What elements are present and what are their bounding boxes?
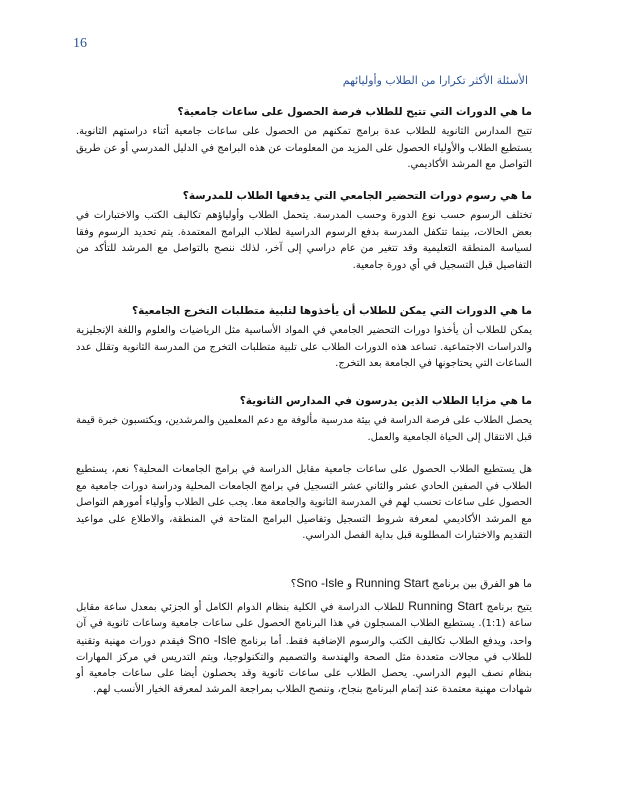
programs-comparison: [76, 574, 532, 698]
program-name-running-start: Running Start: [408, 599, 483, 613]
running-start-intro: [76, 462, 532, 545]
answer: يمكن للطلاب أن يأخذوا دورات التحضير الجامعي في المواد الأساسية مثل الرياضيات والعلوم واللغة الإنجليزية والدراسات الاجتماعية. تساعد هذه الدورات الطلاب على تلبية متطلبات التخرج من المدرسة الثانوية وتقلل عدد الساعات التي يحتاجونها في الجامعة بعد التخرج.: [76, 325, 532, 369]
question: ما هي الدورات التي تتيح للطلاب فرصة الحصول على ساعات جامعية؟: [177, 106, 532, 118]
answer-text-2: للطلاب الدراسة في الكلية بنظام الدوام الكامل أو الجزئي بمعدل ساعة مقابل ساعة (1:1). يستطيع الطلاب المسجلون في هذا البرنامج الحصول على ساعات جامعية وساعات ثانوية في آن واحد، ويدفع الطلاب تكاليف الكتب والرسوم الإضافية فقط.: [76, 602, 532, 647]
question: ما هي مزايا الطلاب الذين يدرسون في المدارس الثانوية؟: [239, 395, 532, 407]
and-word: و: [347, 578, 353, 590]
question-prefix: ما هو الفرق بين برنامج: [432, 578, 532, 590]
qa-block-3: [76, 305, 532, 373]
answer-text-3: أما برنامج: [240, 636, 282, 647]
programs-question: [76, 574, 532, 593]
program-name-running-start: Running Start: [355, 576, 429, 590]
page-number: 16: [73, 36, 87, 51]
qa-block-2: [76, 190, 532, 274]
question: ما هي الدورات التي يمكن للطلاب أن يأخذوها لتلبية متطلبات التخرج الجامعية؟: [132, 305, 532, 317]
answer: تتيح المدارس الثانوية للطلاب عدة برامج تمكنهم من الحصول على ساعات جامعية أثناء دراستهم الثانوية. يستطيع الطلاب والأولياء الحصول على المزيد من المعلومات عن هذه البرامج في الدليل المدرسي أو عن طريق التواصل مع المرشد الأكاديمي.: [76, 126, 532, 170]
answer: يحصل الطلاب على فرصة الدراسة في بيئة مدرسية مألوفة مع دعم المعلمين والمرشدين، ويكتسبون خبرة قيمة قبل الانتقال إلى الحياة الجامعية والعمل.: [76, 415, 532, 443]
answer: تختلف الرسوم حسب نوع الدورة وحسب المدرسة. يتحمل الطلاب وأولياؤهم تكاليف الكتب والاختبارات في بعض الحالات، بينما تتكفل المدرسة بدفع الرسوم الدراسية لطلاب البرامج المعتمدة. يتم تحديد الرسوم وفقا لسياسة المنطقة التعليمية وقد تتغير من عام دراسي إلى آخر، لذلك ننصح بالتواصل مع المرشد للتأكد من التفاصيل قبل التسجيل في أي دورة جامعية.: [76, 210, 532, 271]
qa-block-1: [76, 106, 532, 174]
question-mark: ؟: [290, 578, 297, 590]
section-heading: الأسئلة الأكثر تكرارا من الطلاب وأوليائهم: [342, 74, 528, 87]
answer-text-4: فيقدم دورات مهنية وتقنية للطلاب في مجالات متعددة مثل الصحة والهندسة والتصميم والتكنولوجيا، ويتم التدريس في مركز المهارات بنظام نصف اليوم الدراسي. يحصل الطلاب على ساعات ثانوية وقد يحصلون أيضا على ساعات جامعية أو شهادات مهنية معتمدة عند إتمام البرنامج بنجاح، وننصح الطلاب بمراجعة المرشد لمعرفة الخيار الأنسب لهم.: [76, 636, 532, 695]
intro-paragraph: هل يستطيع الطلاب الحصول على ساعات جامعية مقابل الدراسة في برامج الجامعات المحلية؟ نعم، يستطيع الطلاب في الصفين الحادي عشر والثاني عشر التسجيل في برامج الجامعات المحلية ودراسة دورات جامعية مع الحصول على ساعات تحسب لهم في المدرسة الثانوية والجامعة معا. يجب على الطلاب وأولياء أمورهم التواصل مع المرشد الأكاديمي لمعرفة شروط التسجيل وتفاصيل البرامج المتاحة في المنطقة، والاطلاع على مواعيد التقديم والاختبارات المطلوبة قبل بداية الفصل الدراسي.: [76, 464, 532, 541]
question: ما هي رسوم دورات التحضير الجامعي التي يدفعها الطلاب للمدرسة؟: [182, 190, 532, 202]
program-name-sno-isle: Sno -Isle: [296, 576, 344, 590]
qa-block-4: [76, 395, 532, 446]
answer-text-1: يتيح برنامج: [486, 602, 532, 613]
programs-answer: [76, 598, 532, 698]
program-name-sno-isle: Sno -Isle: [188, 633, 237, 647]
